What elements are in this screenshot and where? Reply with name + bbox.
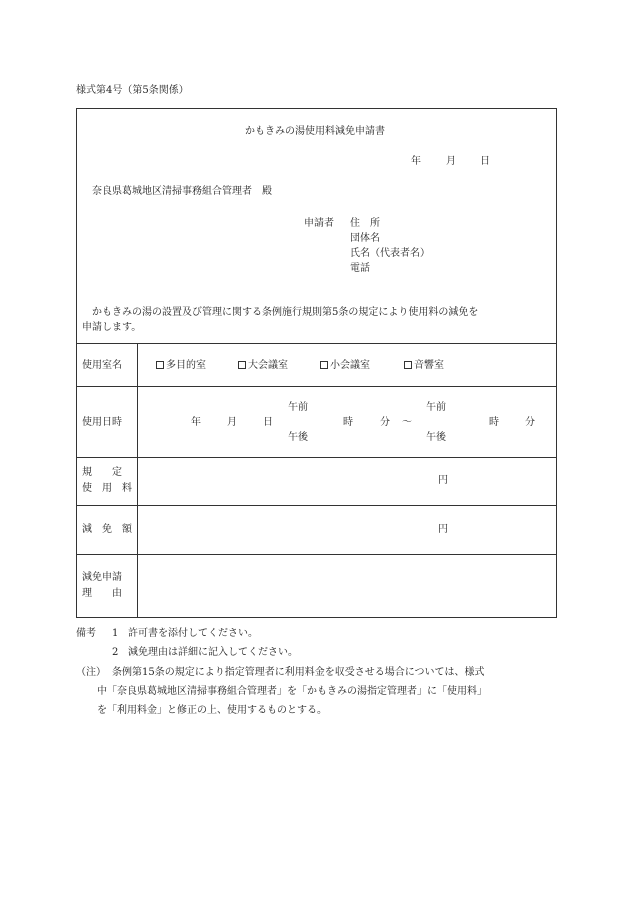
reduction-amount-field[interactable]: 円 <box>438 524 448 535</box>
note2-text: 減免理由は詳細に記入してください。 <box>128 647 298 658</box>
end-pm-option[interactable]: 午後 <box>426 432 446 443</box>
applicant-phone-field[interactable]: 電話 <box>350 263 370 274</box>
caution-line1: 条例第15条の規定により指定管理者に利用料金を収受させる場合については、様式 <box>112 667 485 678</box>
row-divider <box>76 457 557 458</box>
caution-label: （注） <box>76 667 106 678</box>
caution-line2: 中「奈良県葛城地区清掃事務組合管理者」を「かもきみの湯指定管理者」に「使用料」 <box>97 686 487 697</box>
end-minute-field[interactable]: 分 <box>525 417 535 428</box>
table-top-border <box>76 343 557 344</box>
date-year-field[interactable]: 年 <box>411 156 421 167</box>
datetime-label: 使用日時 <box>82 417 122 428</box>
date-day-field[interactable]: 日 <box>480 156 490 167</box>
form-number: 様式第4号（第5条関係） <box>76 85 189 96</box>
fee-amount-field[interactable]: 円 <box>438 475 448 486</box>
addressee: 奈良県葛城地区清掃事務組合管理者 殿 <box>92 186 272 197</box>
applicant-address-field[interactable]: 住 所 <box>350 218 380 229</box>
start-minute-field[interactable]: 分 <box>380 417 390 428</box>
body-text-line2: 申請します。 <box>82 322 142 333</box>
range-tilde: 〜 <box>402 417 412 428</box>
room-option-small-meeting[interactable]: 小会議室 <box>320 360 370 372</box>
note2-number: 2 <box>112 647 119 658</box>
body-text-line1: かもきみの湯の設置及び管理に関する条例施行規則第5条の規定により使用料の減免を <box>92 307 479 318</box>
applicant-label: 申請者 <box>304 218 334 229</box>
room-option-multipurpose[interactable]: 多目的室 <box>156 360 206 372</box>
reason-label-line1: 減免申請 <box>82 572 122 583</box>
use-day-field[interactable]: 日 <box>263 417 273 428</box>
room-option-audio[interactable]: 音響室 <box>404 360 444 372</box>
application-form <box>76 108 557 618</box>
reason-label-line2: 理 由 <box>82 588 122 599</box>
note1-text: 許可書を添付してください。 <box>128 628 258 639</box>
start-pm-option[interactable]: 午後 <box>288 432 308 443</box>
applicant-group-field[interactable]: 団体名 <box>350 233 380 244</box>
use-year-field[interactable]: 年 <box>191 417 201 428</box>
caution-line3: を「利用料金」と修正の上、使用するものとする。 <box>97 705 327 716</box>
end-hour-field[interactable]: 時 <box>489 417 499 428</box>
row-divider <box>76 505 557 506</box>
fee-label-line2: 使 用 料 <box>82 483 132 494</box>
room-label: 使用室名 <box>82 360 122 371</box>
checkbox-icon[interactable] <box>156 361 164 369</box>
checkbox-icon[interactable] <box>320 361 328 369</box>
date-month-field[interactable]: 月 <box>446 156 456 167</box>
end-am-option[interactable]: 午前 <box>426 402 446 413</box>
checkbox-icon[interactable] <box>404 361 412 369</box>
start-am-option[interactable]: 午前 <box>288 402 308 413</box>
notes-heading: 備考 <box>76 628 96 639</box>
note1-number: 1 <box>112 628 119 639</box>
checkbox-icon[interactable] <box>238 361 246 369</box>
fee-label-line1: 規 定 <box>82 467 122 478</box>
start-hour-field[interactable]: 時 <box>343 417 353 428</box>
reason-field[interactable] <box>138 555 556 617</box>
use-month-field[interactable]: 月 <box>227 417 237 428</box>
reduction-label: 減 免 額 <box>82 524 132 535</box>
form-title: かもきみの湯使用料減免申請書 <box>245 126 385 137</box>
room-option-large-meeting[interactable]: 大会議室 <box>238 360 288 372</box>
row-divider <box>76 386 557 387</box>
applicant-name-field[interactable]: 氏名（代表者名） <box>350 248 430 259</box>
